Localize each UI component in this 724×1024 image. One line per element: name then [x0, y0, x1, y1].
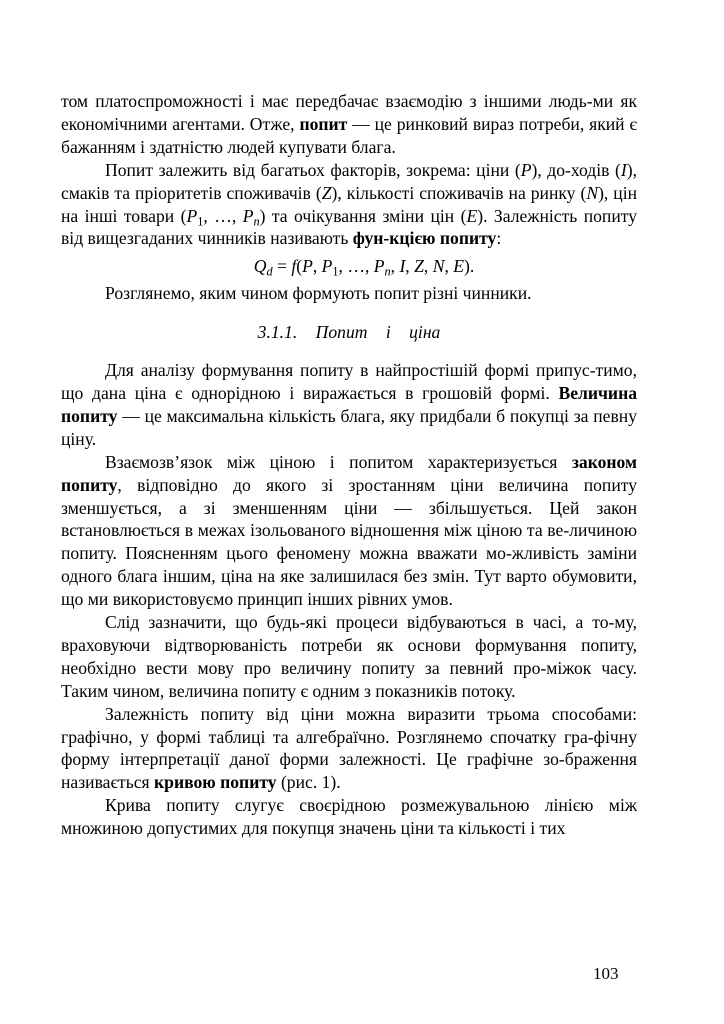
paragraph-4: Для аналізу формування попиту в найпростішій формі припус-тимо, що дана ціна є однорідною і виражається в грошовій формі. Величина попиту — це максимальна кількість блага, яку придбали б покупці за певну ціну. — [61, 360, 637, 449]
paragraph-3: Розглянемо, яким чином формують попит різні чинники. — [105, 283, 532, 304]
body-text — [61, 90, 637, 840]
paragraph-2: Попит залежить від багатьох факторів, зокрема: ціни (P), до-ходів (I), смаків та пріоритетів споживачів (Z), кількості споживачів на ринку (N), цін на інші товари ($P_1$, …, $P_n$) та очікування зміни цін (E). Залежність попиту від вищезгаданих чинників називають фун-кцією попиту: — [61, 159, 638, 249]
term-demand-function: фун-кцією попиту — [352, 228, 497, 249]
term-law-of-demand: законом попиту — [61, 451, 637, 495]
paragraph-7: Залежність попиту від ціни можна виразити трьома способами: графічно, у формі таблиці та алгебраїчно. Розглянемо спочатку гра-фічну форму інтерпретації даної форми залежності. Це графічне зо-браження називається кривою попиту (рис. 1). — [61, 703, 637, 793]
demand-function-formula: $Q_d = f(P$, $P_1$, …, $P_n$, I, Z, N, E). — [253, 256, 475, 280]
term-demand-curve: кривою попиту — [154, 772, 277, 793]
section-heading: 3.1.1. Попит і ціна — [257, 322, 441, 343]
term-quantity-demanded: Величина попиту — [61, 382, 637, 426]
paragraph-8: Крива попиту слугує своєрідною розмежувальною лінією між множиною допустимих для покупця значень ціни та кількості і тих — [61, 795, 637, 839]
paragraph-5: Взаємозв’язок між ціною і попитом характеризується законом попиту, відповідно до якого зі зростанням ціни величина попиту зменшується, а зі зменшенням ціни — збільшується. Цей закон встановлюється в межах ізольованого відношення між ціною та ве-личиною попиту. Поясненням цього феномену можна вважати мо-жливість заміни одного блага іншим, ціна на яке залишилася без змін. Тут варто обумовити, що ми використовуємо принцип інших рівних умов. — [61, 451, 637, 610]
paragraph-6: Слід зазначити, що будь-які процеси відбуваються в часі, а то-му, враховуючи відтворюваність потреби як основи формування попиту, необхідно вести мову про величину попиту за певний про-міжок часу. Таким чином, величина попиту є одним з показників потоку. — [61, 612, 637, 701]
page-number: 103 — [593, 964, 619, 983]
paragraph-1: том платоспроможності і має передбачає взаємодію з іншими людь-ми як економічними агентами. Отже, попит — це ринковий вираз потреби, який є бажанням і здатністю людей купувати блага. — [61, 91, 638, 157]
term-demand: попит — [299, 113, 348, 134]
